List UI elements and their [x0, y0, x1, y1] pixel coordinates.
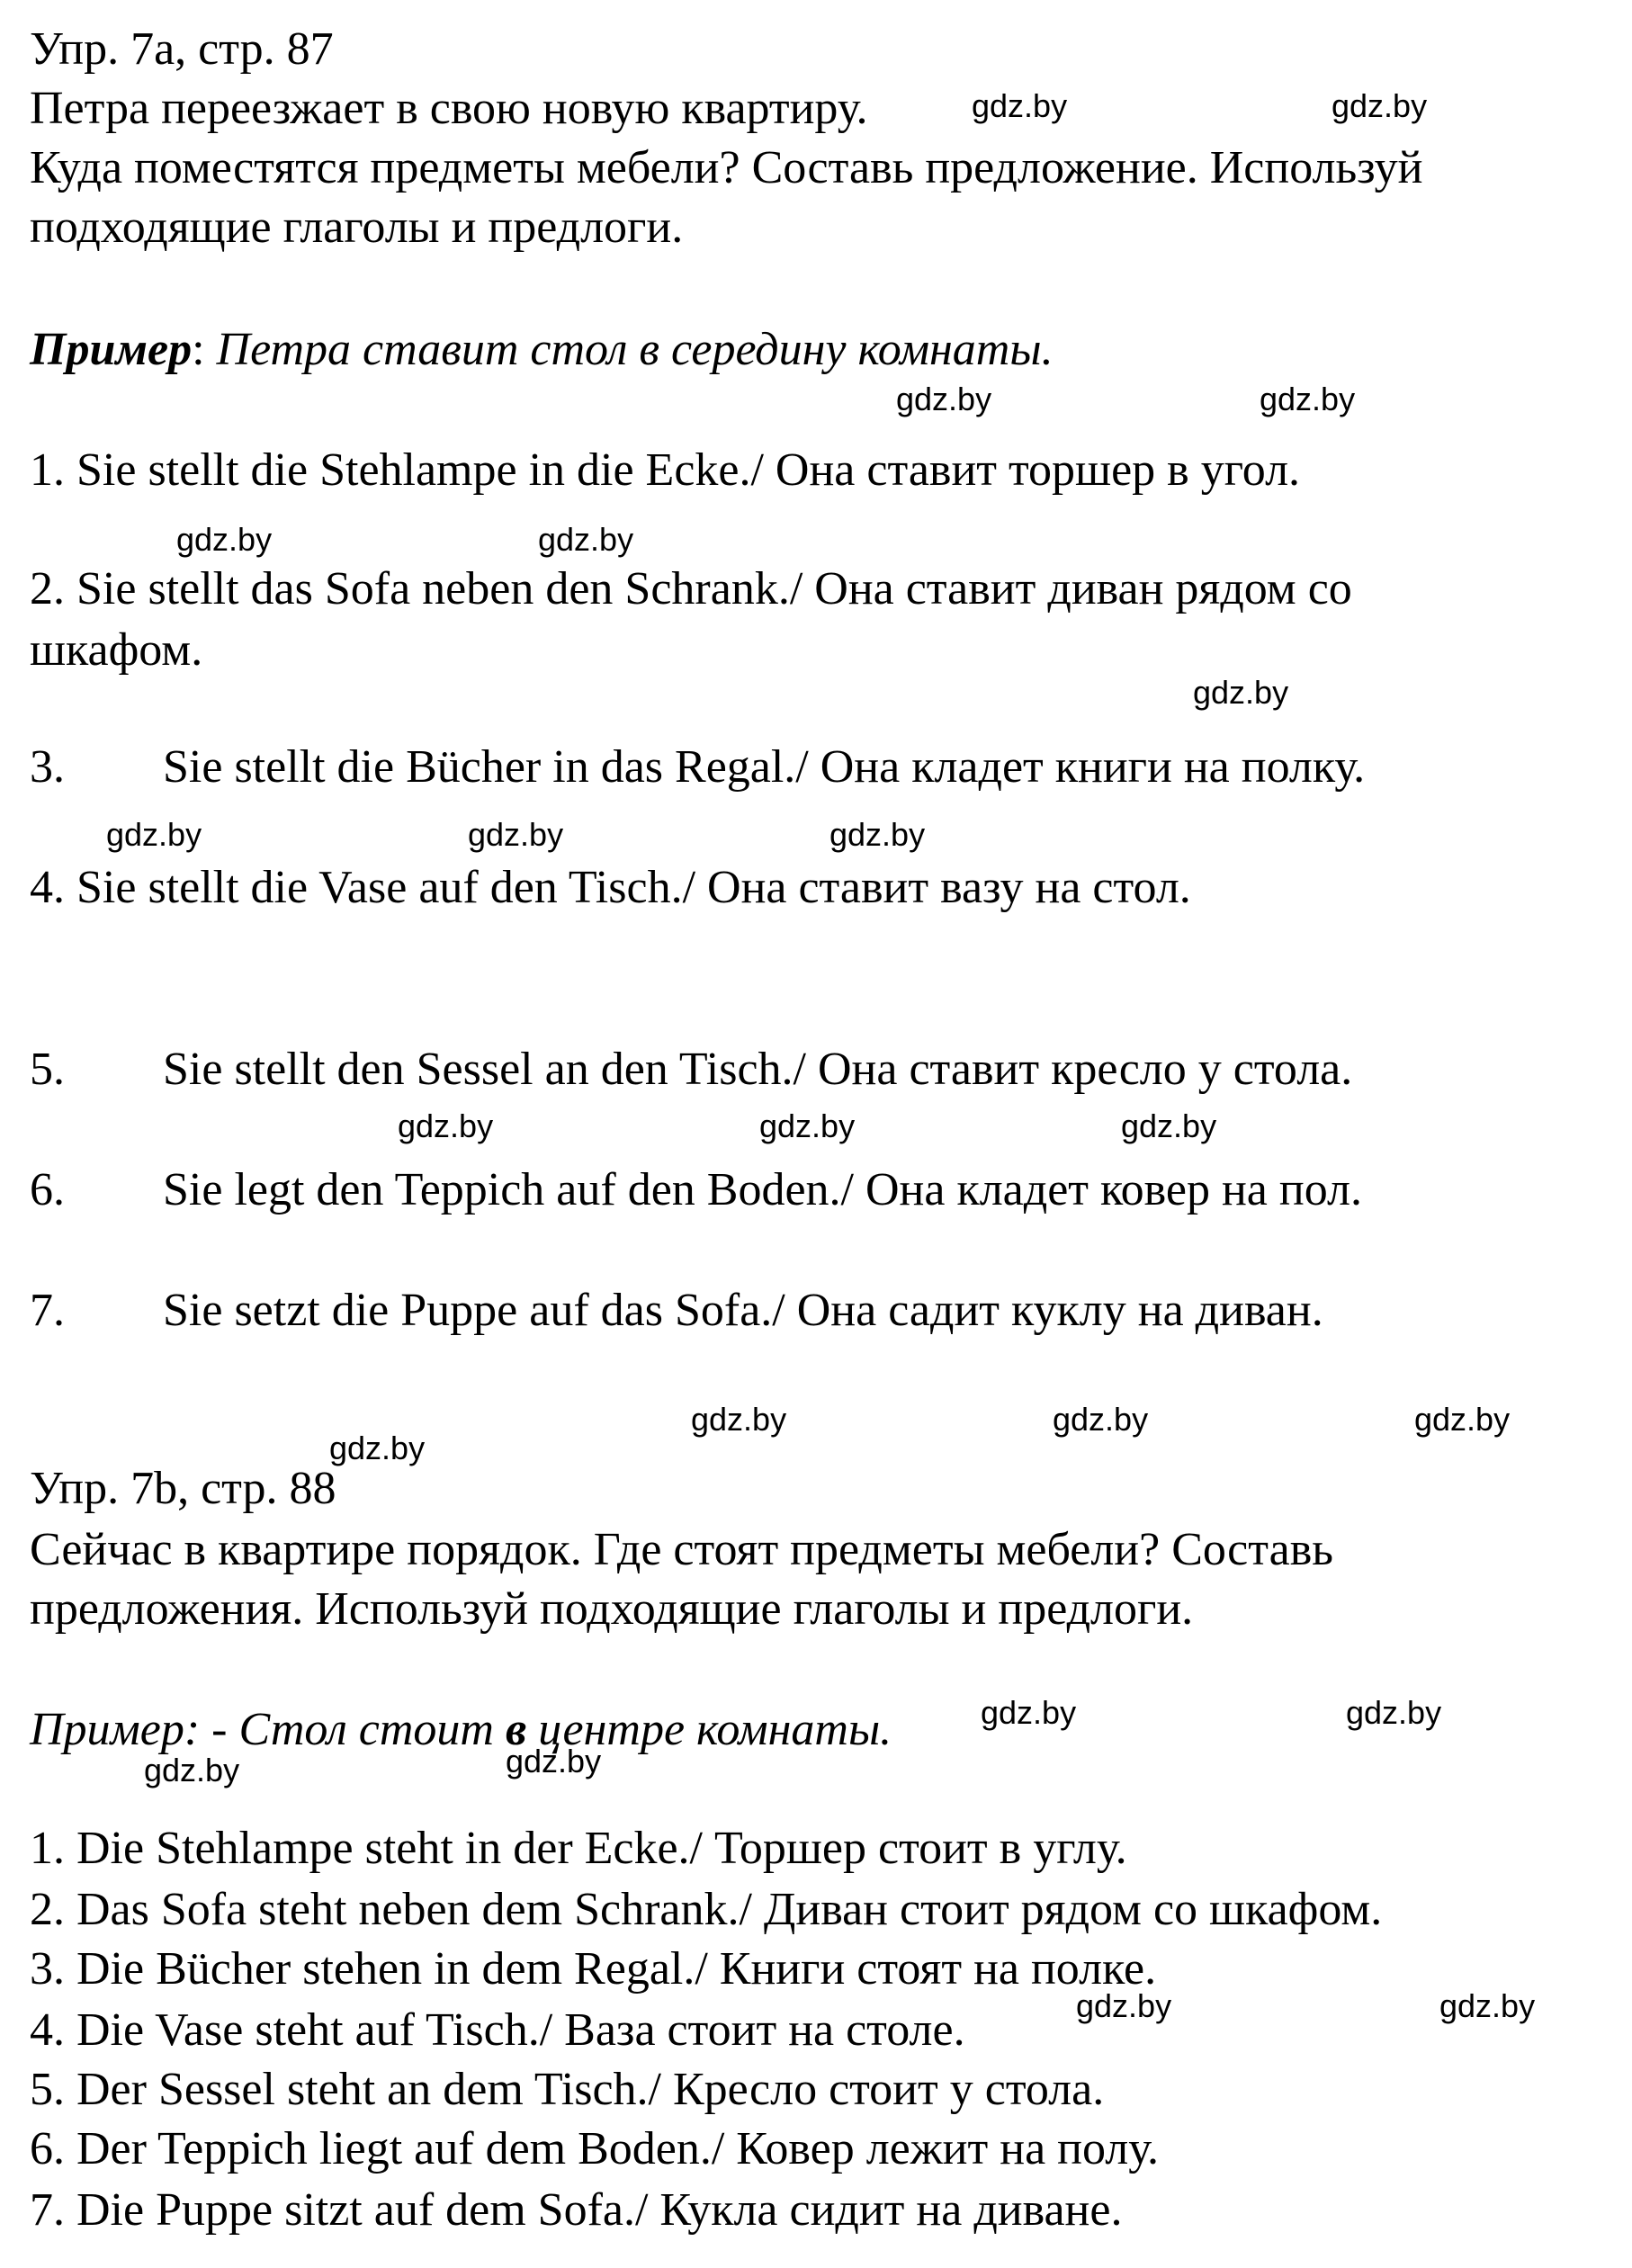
exercise-7b-item-4: 4. Die Vase steht auf Tisch./ Ваза стоит на столе. [30, 2004, 965, 2056]
watermark: gdz.by [1346, 1694, 1442, 1731]
exercise-7b-item-1: 1. Die Stehlampe steht in der Ecke./ Торшер стоит в углу. [30, 1823, 1127, 1874]
item-number: 6. [30, 1164, 65, 1215]
exercise-7a-item-7 [30, 1283, 1323, 1339]
watermark: gdz.by [759, 1107, 856, 1144]
watermark: gdz.by [1053, 1401, 1149, 1438]
watermark: gdz.by [144, 1752, 240, 1788]
watermark: gdz.by [691, 1401, 787, 1438]
exercise-7b-item-6: 6. Der Teppich liegt auf dem Boden./ Ковер лежит на полу. [30, 2123, 1160, 2174]
exercise-7a-item-2-continuation: шкафом. [30, 624, 203, 676]
exercise-7a-heading: Упр. 7а, стр. 87 [30, 23, 334, 75]
watermark: gdz.by [896, 381, 992, 417]
item-text: Sie legt den Teppich auf den Boden./ Она кладет ковер на пол. [163, 1164, 1362, 1215]
item-number: 2. [30, 563, 76, 614]
exercise-7a-example [30, 322, 1054, 378]
item-text: Sie stellt die Bücher in das Regal./ Она кладет книги на полку. [163, 741, 1366, 793]
exercise-7a-item-5 [30, 1042, 1352, 1098]
watermark: gdz.by [829, 816, 926, 853]
exercise-7b-item-2: 2. Das Sofa steht neben dem Schrank./ Диван стоит рядом со шкафом. [30, 1884, 1383, 1935]
watermark: gdz.by [1121, 1107, 1217, 1144]
item-text: Sie stellt das Sofa neben den Schrank./ Она ставит диван рядом со [76, 563, 1352, 614]
item-text: Sie stellt die Vase auf den Tisch./ Она ставит вазу на стол. [76, 862, 1191, 913]
exercise-7a-item-3 [30, 740, 1365, 795]
watermark: gdz.by [972, 87, 1068, 124]
exercise-7a-task-line-2: Куда поместятся предметы мебели? Составь предложение. Используй [30, 142, 1423, 193]
item-text: Sie setzt die Puppe auf das Sofa./ Она садит куклу на диван. [163, 1285, 1323, 1336]
exercise-7a-item-4 [30, 860, 1191, 916]
watermark: gdz.by [981, 1694, 1077, 1731]
item-number: 5. [30, 1044, 65, 1095]
watermark: gdz.by [506, 1743, 602, 1779]
exercise-7a-item-1 [30, 443, 1300, 498]
exercise-7b-item-7: 7. Die Puppe sitzt auf dem Sofa./ Кукла сидит на диване. [30, 2184, 1123, 2236]
example-prefix: Пример: - Стол стоит [30, 1704, 506, 1755]
watermark: gdz.by [538, 521, 634, 558]
exercise-7a-task-line-1: Петра переезжает в свою новую квартиру. [30, 83, 868, 134]
example-separator: : [192, 324, 217, 375]
exercise-7a-item-2 [30, 561, 1352, 617]
item-text: Sie stellt die Stehlampe in die Ecke./ Она ставит торшер в угол. [76, 444, 1301, 496]
watermark: gdz.by [1439, 1987, 1536, 2024]
example-bold-preposition: в [506, 1704, 527, 1755]
exercise-7a-task-line-3: подходящие глаголы и предлоги. [30, 202, 684, 253]
exercise-7b-item-3: 3. Die Bücher stehen in dem Regal./ Книги стоят на полке. [30, 1943, 1157, 1995]
exercise-7b-task-line-2: предложения. Используй подходящие глаголы и предлоги. [30, 1583, 1194, 1635]
watermark: gdz.by [1260, 381, 1356, 417]
watermark: gdz.by [1076, 1987, 1172, 2024]
item-number: 4. [30, 862, 76, 913]
watermark: gdz.by [1414, 1401, 1511, 1438]
watermark: gdz.by [398, 1107, 494, 1144]
item-text: Sie stellt den Sessel an den Tisch./ Она ставит кресло у стола. [163, 1044, 1353, 1095]
example-label: Пример [30, 324, 193, 375]
example-text: Петра ставит стол в середину комнаты. [216, 324, 1054, 375]
watermark: gdz.by [106, 816, 202, 853]
exercise-7b-task-line-1: Сейчас в квартире порядок. Где стоят предметы мебели? Составь [30, 1524, 1333, 1575]
item-number: 3. [30, 741, 65, 793]
exercise-7a-item-6 [30, 1162, 1362, 1218]
example-suffix: центре комнаты. [526, 1704, 892, 1755]
watermark: gdz.by [1332, 87, 1428, 124]
exercise-7b-example [30, 1702, 892, 1758]
watermark: gdz.by [176, 521, 273, 558]
watermark: gdz.by [468, 816, 564, 853]
item-number: 7. [30, 1285, 65, 1336]
watermark: gdz.by [329, 1430, 426, 1466]
exercise-7b-heading: Упр. 7b, стр. 88 [30, 1463, 336, 1514]
exercise-7b-item-5: 5. Der Sessel steht an dem Tisch./ Кресло стоит у стола. [30, 2064, 1105, 2115]
item-number: 1. [30, 444, 76, 496]
watermark: gdz.by [1193, 674, 1289, 711]
